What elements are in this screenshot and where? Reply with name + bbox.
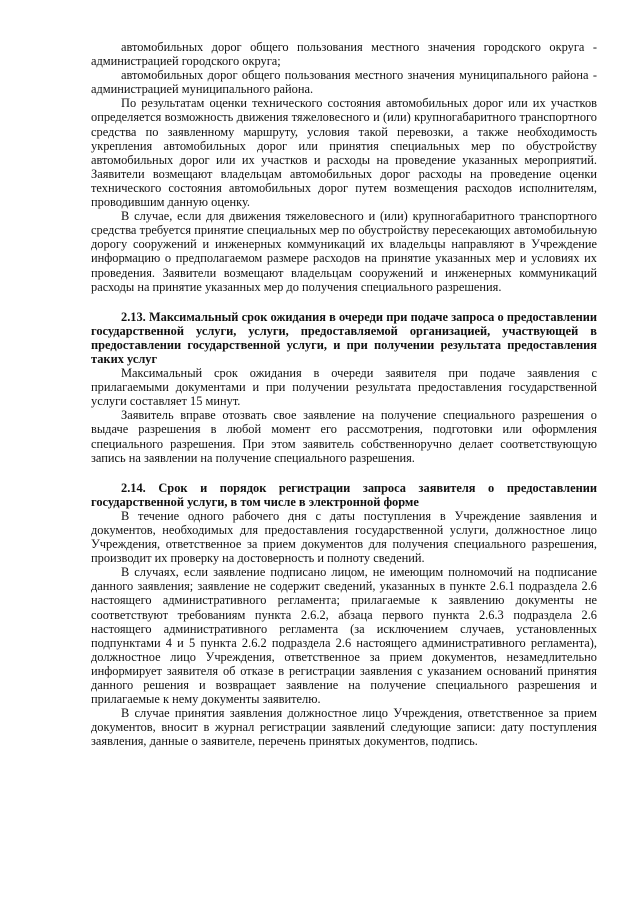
section-heading-2-13: 2.13. Максимальный срок ожидания в очереди при подаче запроса о предоставлении государственной услуги, услуги, предоставляемой организацией, участвующей в предоставлении государственной услуги, и при получении результата предоставления таких услуг xyxy=(91,309,597,366)
paragraph-refusal-cases: В случаях, если заявление подписано лицом, не имеющим полномочий на подписание данного заявления; заявление не содержит сведений, указанных в пункте 2.6.1 подраздела 2.6 настоящего административного регламента; прилагаемые к заявлению документы не соответствуют требованиям пункта 2.6.2, абзаца первого пункта 2.6.3 подраздела 2.6 настоящего административного регламента (за исключением случаев, установленных подпунктами 4 и 5 пункта 2.6.2 подраздела 2.6 настоящего административного регламента), должностное лицо Учреждения, ответственное за прием документов, незамедлительно информирует заявителя об отказе в регистрации заявления с указанием оснований принятия данного решения и возвращает заявление на получение специального разрешения и прилагаемые к нему документы заявителю. xyxy=(91,565,597,707)
document-page xyxy=(91,40,597,749)
paragraph-municipal-district: автомобильных дорог общего пользования местного значения муниципального района - администрацией муниципального района. xyxy=(91,68,597,97)
paragraph-queue-time: Максимальный срок ожидания в очереди заявителя при подаче заявления с прилагаемыми документами и при получении результата предоставления государственной услуги составляет 15 минут. xyxy=(91,366,597,409)
paragraph-withdraw-application: Заявитель вправе отозвать свое заявление на получение специального разрешения о выдаче разрешения в любой момент его рассмотрения, подготовки или оформления специального разрешения. При этом заявитель собственноручно делает соответствующую запись на заявлении на получение специального разрешения. xyxy=(91,408,597,465)
section-gap xyxy=(91,294,597,310)
section-gap xyxy=(91,465,597,481)
paragraph-urban-district: автомобильных дорог общего пользования местного значения городского округа - администрацией городского округа; xyxy=(91,40,597,69)
paragraph-registration-journal: В случае принятия заявления должностное лицо Учреждения, ответственное за прием документов, вносит в журнал регистрации заявлений следующие записи: дату поступления заявления, данные о заявителе, перечень принятых документов, подпись. xyxy=(91,706,597,749)
paragraph-verification: В течение одного рабочего дня с даты поступления в Учреждение заявления и документов, необходимых для предоставления государственной услуги, должностное лицо Учреждения, ответственное за прием документов для получения специального разрешения, производит их проверку на достоверность и полноту сведений. xyxy=(91,508,597,566)
section-heading-2-14: 2.14. Срок и порядок регистрации запроса заявителя о предоставлении государственной услуги, в том числе в электронной форме xyxy=(91,480,597,509)
paragraph-special-measures: В случае, если для движения тяжеловесного и (или) крупногабаритного транспортного средства требуется принятие специальных мер по обустройству пересекающих автомобильную дорогу сооружений и инженерных коммуникаций их владельцы направляют в Учреждение информацию о предполагаемом размере расходов на принятие указанных мер и условиях их проведения. Заявители возмещают владельцам сооружений и инженерных коммуникаций расходы на принятие указанных мер до получения специального разрешения. xyxy=(91,209,597,294)
paragraph-assessment-results: По результатам оценки технического состояния автомобильных дорог или их участков определяется возможность движения тяжеловесного и (или) крупногабаритного транспортного средства по заявленному маршруту, условия такой перевозки, а также необходимость укрепления автомобильных дорог или принятия специальных мер по обустройству автомобильных дорог или их участков и расходы на проведение указанных мероприятий. Заявители возмещают владельцам автомобильных дорог расходы на проведение оценки технического состояния автомобильных дорог путем возмещения расходов исполнителям, проводившим данную оценку. xyxy=(91,96,597,210)
